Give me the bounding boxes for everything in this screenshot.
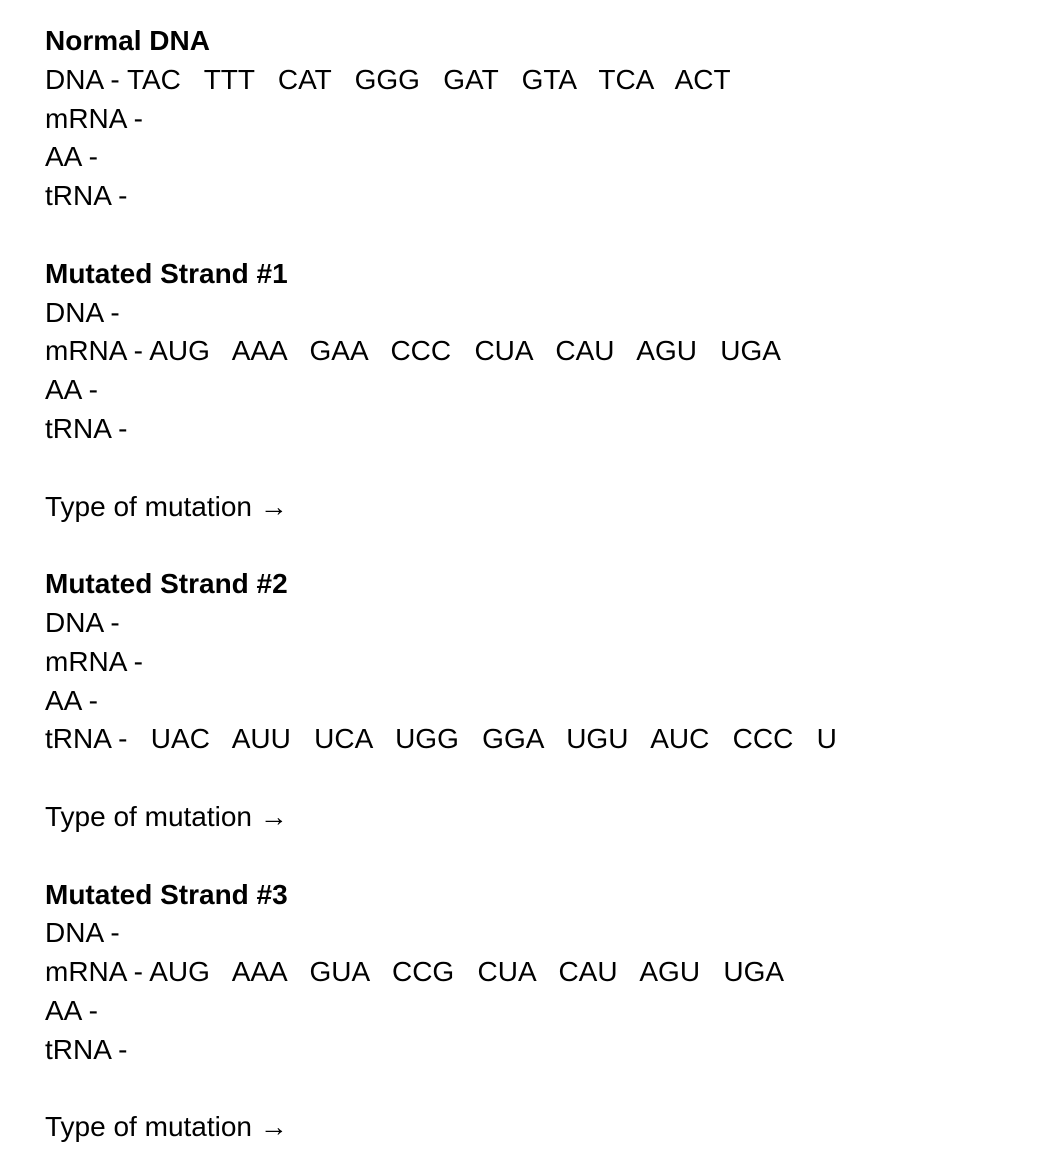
mrna-line: mRNA - [45, 102, 143, 134]
aa-line: AA - [45, 141, 98, 173]
section-heading: Normal DNA [45, 25, 210, 56]
section-heading: Mutated Strand #2 [45, 568, 288, 600]
worksheet [45, 22, 1026, 1147]
aa-line: AA - [45, 684, 98, 716]
trna-line: tRNA - [45, 180, 128, 212]
trna-line: tRNA - [45, 412, 128, 444]
dna-line: DNA - [45, 917, 120, 949]
trna-line: tRNA - UAC AUU UCA UGG GGA UGU AUC CCC U [45, 723, 837, 755]
mutation-type-line: Type of mutation → [45, 800, 288, 832]
mutated-strand-3-section [45, 876, 1026, 1148]
mutated-strand-2-section [45, 565, 1026, 837]
dna-line: DNA - [45, 606, 120, 638]
spacer [45, 216, 1026, 255]
section-heading: Mutated Strand #1 [45, 257, 288, 289]
mrna-line: mRNA - [45, 645, 143, 677]
spacer [45, 837, 1026, 876]
spacer [45, 759, 1026, 798]
dna-line: DNA - [45, 296, 120, 328]
dna-line: DNA - TAC TTT CAT GGG GAT GTA TCA ACT [45, 63, 731, 95]
aa-line: AA - [45, 994, 98, 1026]
section-heading: Mutated Strand #3 [45, 878, 288, 910]
spacer [45, 449, 1026, 488]
mutation-type-line: Type of mutation → [45, 1111, 288, 1143]
mutated-strand-1-section [45, 255, 1026, 527]
normal-dna-section [45, 22, 1026, 216]
aa-line: AA - [45, 374, 98, 406]
trna-line: tRNA - [45, 1033, 128, 1065]
spacer [45, 526, 1026, 565]
mutation-type-line: Type of mutation → [45, 490, 288, 522]
mrna-line: mRNA - AUG AAA GUA CCG CUA CAU AGU UGA [45, 956, 785, 988]
spacer [45, 1070, 1026, 1109]
mrna-line: mRNA - AUG AAA GAA CCC CUA CAU AGU UGA [45, 335, 781, 367]
